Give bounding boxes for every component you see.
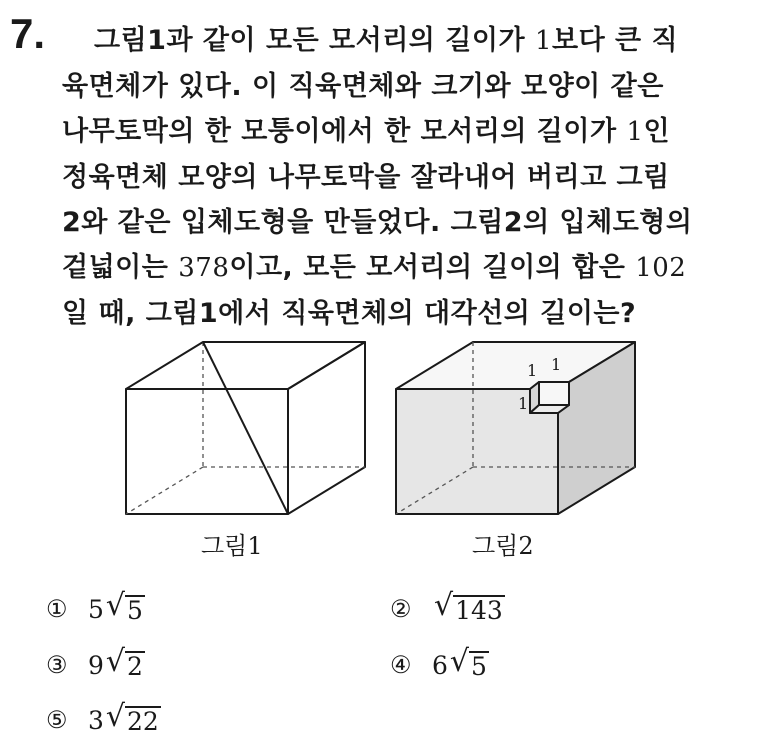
choice-radicand: 5 bbox=[127, 596, 143, 625]
choice-mark: ⑤ bbox=[46, 706, 68, 734]
question-line: 나무토막의 한 모퉁이에서 한 모서리의 길이가 1인 bbox=[62, 116, 671, 147]
choice-1[interactable] bbox=[46, 589, 145, 629]
choice-5[interactable] bbox=[46, 700, 161, 740]
cut-label: 1 bbox=[551, 355, 562, 374]
question-text bbox=[62, 18, 752, 336]
choice-coefficient: 9 bbox=[88, 650, 104, 680]
choice-mark: ③ bbox=[46, 651, 68, 679]
choice-mark: ① bbox=[46, 595, 68, 623]
question-line: 2와 같은 입체도형을 만들었다. 그림2의 입체도형의 bbox=[62, 207, 693, 238]
square-root: √ 5 bbox=[449, 644, 487, 681]
choice-mark: ② bbox=[390, 595, 412, 623]
choice-coefficient: 5 bbox=[88, 594, 104, 624]
cut-label: 1 bbox=[527, 361, 538, 380]
question-number: 7. bbox=[10, 10, 46, 57]
question-line: 육면체가 있다. 이 직육면체와 크기와 모양이 같은 bbox=[62, 71, 664, 102]
choice-mark: ④ bbox=[390, 651, 412, 679]
choice-3[interactable] bbox=[46, 645, 145, 685]
space-diagonal bbox=[203, 342, 288, 514]
choice-radicand: 5 bbox=[471, 652, 487, 681]
choice-4[interactable] bbox=[390, 645, 489, 685]
choice-radicand: 2 bbox=[127, 652, 143, 681]
figure-2-cut-cuboid bbox=[388, 336, 638, 521]
square-root: √ 2 bbox=[105, 644, 143, 681]
figure-1-caption: 그림1 bbox=[201, 532, 263, 560]
figure-1-cuboid bbox=[118, 336, 368, 521]
figures bbox=[118, 336, 638, 566]
question-line: 정육면체 모양의 나무토막을 잘라내어 버리고 그림 bbox=[62, 162, 670, 193]
figure-2-caption: 그림2 bbox=[472, 532, 534, 560]
square-root: √ 143 bbox=[434, 588, 503, 625]
choice-radicand: 22 bbox=[127, 707, 159, 736]
question-line: 일 때, 그림1에서 직육면체의 대각선의 길이는? bbox=[62, 298, 637, 329]
square-root: √ 5 bbox=[105, 588, 143, 625]
question-line: 겉넓이는 378이고, 모든 모서리의 길이의 합은 102 bbox=[62, 252, 687, 283]
choice-coefficient: 6 bbox=[432, 650, 448, 680]
cut-label: 1 bbox=[518, 394, 529, 413]
square-root: √ 22 bbox=[105, 699, 159, 736]
choice-radicand: 143 bbox=[455, 596, 503, 625]
choice-2[interactable] bbox=[390, 589, 505, 629]
choice-coefficient: 3 bbox=[88, 705, 104, 735]
question-line: 그림1과 같이 모든 모서리의 길이가 1보다 큰 직 bbox=[94, 25, 679, 56]
